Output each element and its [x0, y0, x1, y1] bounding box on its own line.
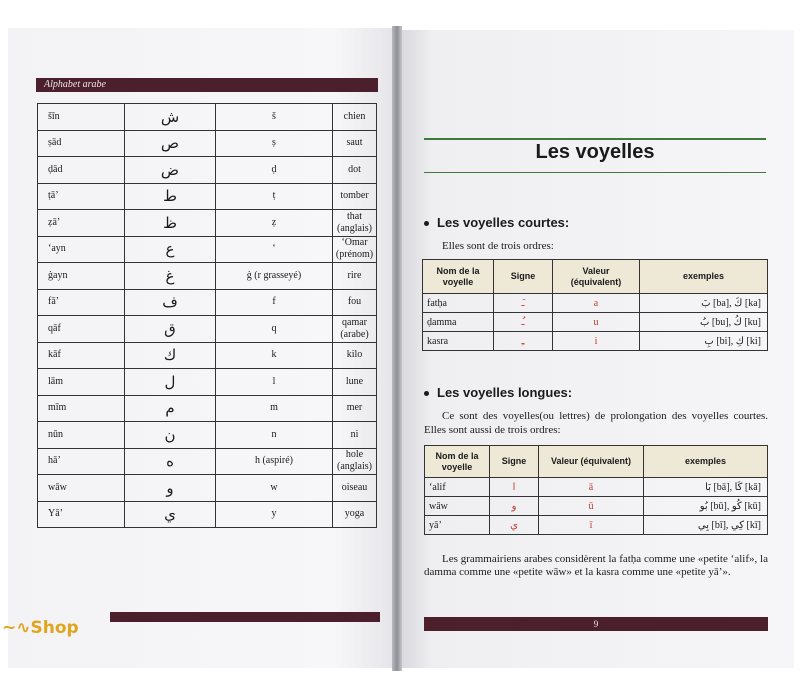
- alphabet-translit: ‘ayn: [38, 236, 125, 263]
- alphabet-example: qamar (arabe): [333, 316, 377, 343]
- alphabet-example: that (anglais): [333, 210, 377, 237]
- alphabet-translit: wāw: [38, 475, 125, 502]
- long-vowel-row: [425, 516, 768, 535]
- alphabet-translit: ṣād: [38, 130, 125, 157]
- alphabet-symbol: ẓ: [216, 210, 333, 237]
- alphabet-row: [38, 157, 377, 184]
- alphabet-translit: qāf: [38, 316, 125, 343]
- alphabet-symbol: h (aspiré): [216, 448, 333, 475]
- alphabet-arabic-letter: غ: [125, 263, 216, 290]
- alphabet-translit: ġayn: [38, 263, 125, 290]
- vowel-value: a: [553, 294, 640, 313]
- alphabet-translit: Yā’: [38, 501, 125, 528]
- alphabet-example: hole (anglais): [333, 448, 377, 475]
- vowel-name: ḍamma: [423, 313, 494, 332]
- alphabet-example: tomber: [333, 183, 377, 210]
- alphabet-example: mer: [333, 395, 377, 422]
- alphabet-example: yoga: [333, 501, 377, 528]
- alphabet-example: fou: [333, 289, 377, 316]
- alphabet-example: kilo: [333, 342, 377, 369]
- long-col-value: Valeur (équivalent): [539, 446, 644, 478]
- alphabet-row: [38, 316, 377, 343]
- vowel-value: ī: [539, 516, 644, 535]
- alphabet-arabic-letter: ل: [125, 369, 216, 396]
- alphabet-row: [38, 236, 377, 263]
- alphabet-arabic-letter: ي: [125, 501, 216, 528]
- alphabet-arabic-letter: ن: [125, 422, 216, 449]
- alphabet-translit: ẓā’: [38, 210, 125, 237]
- alphabet-arabic-letter: ك: [125, 342, 216, 369]
- alphabet-arabic-letter: م: [125, 395, 216, 422]
- alphabet-example: ni: [333, 422, 377, 449]
- alphabet-row: [38, 395, 377, 422]
- alphabet-arabic-letter: ط: [125, 183, 216, 210]
- alphabet-row: [38, 210, 377, 237]
- short-vowel-row: [423, 313, 768, 332]
- alphabet-translit: lām: [38, 369, 125, 396]
- alphabet-row: [38, 342, 377, 369]
- logo-text: Shop: [30, 618, 79, 638]
- short-col-name: Nom de la voyelle: [423, 260, 494, 294]
- alphabet-row: [38, 289, 377, 316]
- short-col-examples: exemples: [640, 260, 768, 294]
- alphabet-symbol: š: [216, 104, 333, 131]
- alphabet-arabic-letter: ف: [125, 289, 216, 316]
- vowel-sign: ي: [490, 516, 539, 535]
- long-col-sign: Signe: [490, 446, 539, 478]
- alphabet-row: [38, 448, 377, 475]
- alphabet-row: [38, 263, 377, 290]
- alphabet-example: rire: [333, 263, 377, 290]
- alphabet-row: [38, 130, 377, 157]
- long-vowels-table: [424, 445, 768, 535]
- alphabet-symbol: m: [216, 395, 333, 422]
- vowel-value: u: [553, 313, 640, 332]
- alphabet-row: [38, 183, 377, 210]
- alphabet-arabic-letter: ظ: [125, 210, 216, 237]
- vowel-name: kasra: [423, 332, 494, 351]
- alphabet-symbol: ṣ: [216, 130, 333, 157]
- alphabet-translit: mīm: [38, 395, 125, 422]
- vowel-example: بِ [bi], كِ [ki]: [640, 332, 768, 351]
- right-footer-bar: [424, 617, 768, 631]
- page-number: 9: [593, 619, 599, 629]
- alphabet-row: [38, 104, 377, 131]
- vowel-example: بَا [bā], كَا [kā]: [644, 478, 768, 497]
- vowel-value: ā: [539, 478, 644, 497]
- alphabet-translit: nūn: [38, 422, 125, 449]
- short-vowels-heading-text: Les voyelles courtes:: [437, 215, 570, 230]
- alphabet-arabic-letter: ش: [125, 104, 216, 131]
- vowel-example: بُ [bu], كُ [ku]: [640, 313, 768, 332]
- alphabet-symbol: ḍ: [216, 157, 333, 184]
- alphabet-symbol: l: [216, 369, 333, 396]
- alphabet-symbol: f: [216, 289, 333, 316]
- vowel-sign: ا: [490, 478, 539, 497]
- logo-swirl-icon: ~∿: [2, 618, 31, 638]
- alphabet-arabic-letter: ق: [125, 316, 216, 343]
- alphabet-arabic-letter: ع: [125, 236, 216, 263]
- bullet-icon: [424, 391, 429, 396]
- alphabet-translit: fā’: [38, 289, 125, 316]
- vowel-sign: ُـ: [494, 313, 553, 332]
- page-title: Les voyelles: [535, 141, 655, 163]
- long-col-name: Nom de la voyelle: [425, 446, 490, 478]
- alphabet-example: chien: [333, 104, 377, 131]
- alphabet-row: [38, 501, 377, 528]
- vowel-value: i: [553, 332, 640, 351]
- vowel-value: ū: [539, 497, 644, 516]
- title-rule-bottom: [424, 172, 766, 173]
- vowel-sign: و: [490, 497, 539, 516]
- title-rule-top: [424, 138, 766, 140]
- vowel-example: بُو [bū], كُو [kū]: [644, 497, 768, 516]
- vowel-name: ‘alif: [425, 478, 490, 497]
- shop-logo: [2, 618, 79, 638]
- alphabet-example: dot: [333, 157, 377, 184]
- closing-paragraph: Les grammairiens arabes considèrent la fatḥa comme une «petite ‘alif», la damma comme une «petite wāw» et la kasra comme une «petite yā’».: [424, 553, 768, 578]
- alphabet-example: ‘Omar (prénom): [333, 236, 377, 263]
- vowel-example: بَ [ba], كَ [ka]: [640, 294, 768, 313]
- alphabet-symbol: k: [216, 342, 333, 369]
- alphabet-symbol: y: [216, 501, 333, 528]
- alphabet-row: [38, 475, 377, 502]
- left-footer-bar: [110, 612, 380, 622]
- vowel-name: wāw: [425, 497, 490, 516]
- alphabet-symbol: ṭ: [216, 183, 333, 210]
- short-vowels-table: [422, 259, 768, 351]
- vowel-sign: ـِ: [494, 332, 553, 351]
- alphabet-arabic-letter: ض: [125, 157, 216, 184]
- book-gutter: [392, 26, 402, 671]
- alphabet-table: [37, 103, 377, 528]
- short-vowel-row: [423, 294, 768, 313]
- vowel-name: fatḥa: [423, 294, 494, 313]
- alphabet-translit: hā’: [38, 448, 125, 475]
- long-vowel-row: [425, 497, 768, 516]
- vowel-name: yā’: [425, 516, 490, 535]
- alphabet-row: [38, 369, 377, 396]
- left-header-bar: [36, 78, 378, 92]
- short-vowels-heading: [424, 215, 569, 230]
- alphabet-arabic-letter: و: [125, 475, 216, 502]
- left-header-title: Alphabet arabe: [44, 79, 106, 90]
- long-vowels-intro: Ce sont des voyelles(ou lettres) de prolongation des voyelles courtes. Elles sont aussi de trois ordres:: [424, 410, 768, 436]
- alphabet-symbol: ġ (r grasseyé): [216, 263, 333, 290]
- alphabet-arabic-letter: ه: [125, 448, 216, 475]
- alphabet-translit: šīn: [38, 104, 125, 131]
- alphabet-row: [38, 422, 377, 449]
- alphabet-symbol: q: [216, 316, 333, 343]
- alphabet-translit: ṭā’: [38, 183, 125, 210]
- alphabet-arabic-letter: ص: [125, 130, 216, 157]
- short-vowel-row: [423, 332, 768, 351]
- short-col-sign: Signe: [494, 260, 553, 294]
- vowel-example: بِي [bī], كِي [kī]: [644, 516, 768, 535]
- long-col-examples: exemples: [644, 446, 768, 478]
- alphabet-symbol: w: [216, 475, 333, 502]
- alphabet-symbol: ‘: [216, 236, 333, 263]
- short-vowels-intro: Elles sont de trois ordres:: [442, 240, 554, 252]
- alphabet-example: saut: [333, 130, 377, 157]
- long-vowels-heading-text: Les voyelles longues:: [437, 385, 573, 400]
- alphabet-symbol: n: [216, 422, 333, 449]
- alphabet-example: lune: [333, 369, 377, 396]
- long-vowel-row: [425, 478, 768, 497]
- bullet-icon: [424, 221, 429, 226]
- vowel-sign: َـ: [494, 294, 553, 313]
- alphabet-example: oiseau: [333, 475, 377, 502]
- short-col-value: Valeur (équivalent): [553, 260, 640, 294]
- long-vowels-heading: [424, 385, 572, 400]
- alphabet-translit: ḍād: [38, 157, 125, 184]
- alphabet-translit: kāf: [38, 342, 125, 369]
